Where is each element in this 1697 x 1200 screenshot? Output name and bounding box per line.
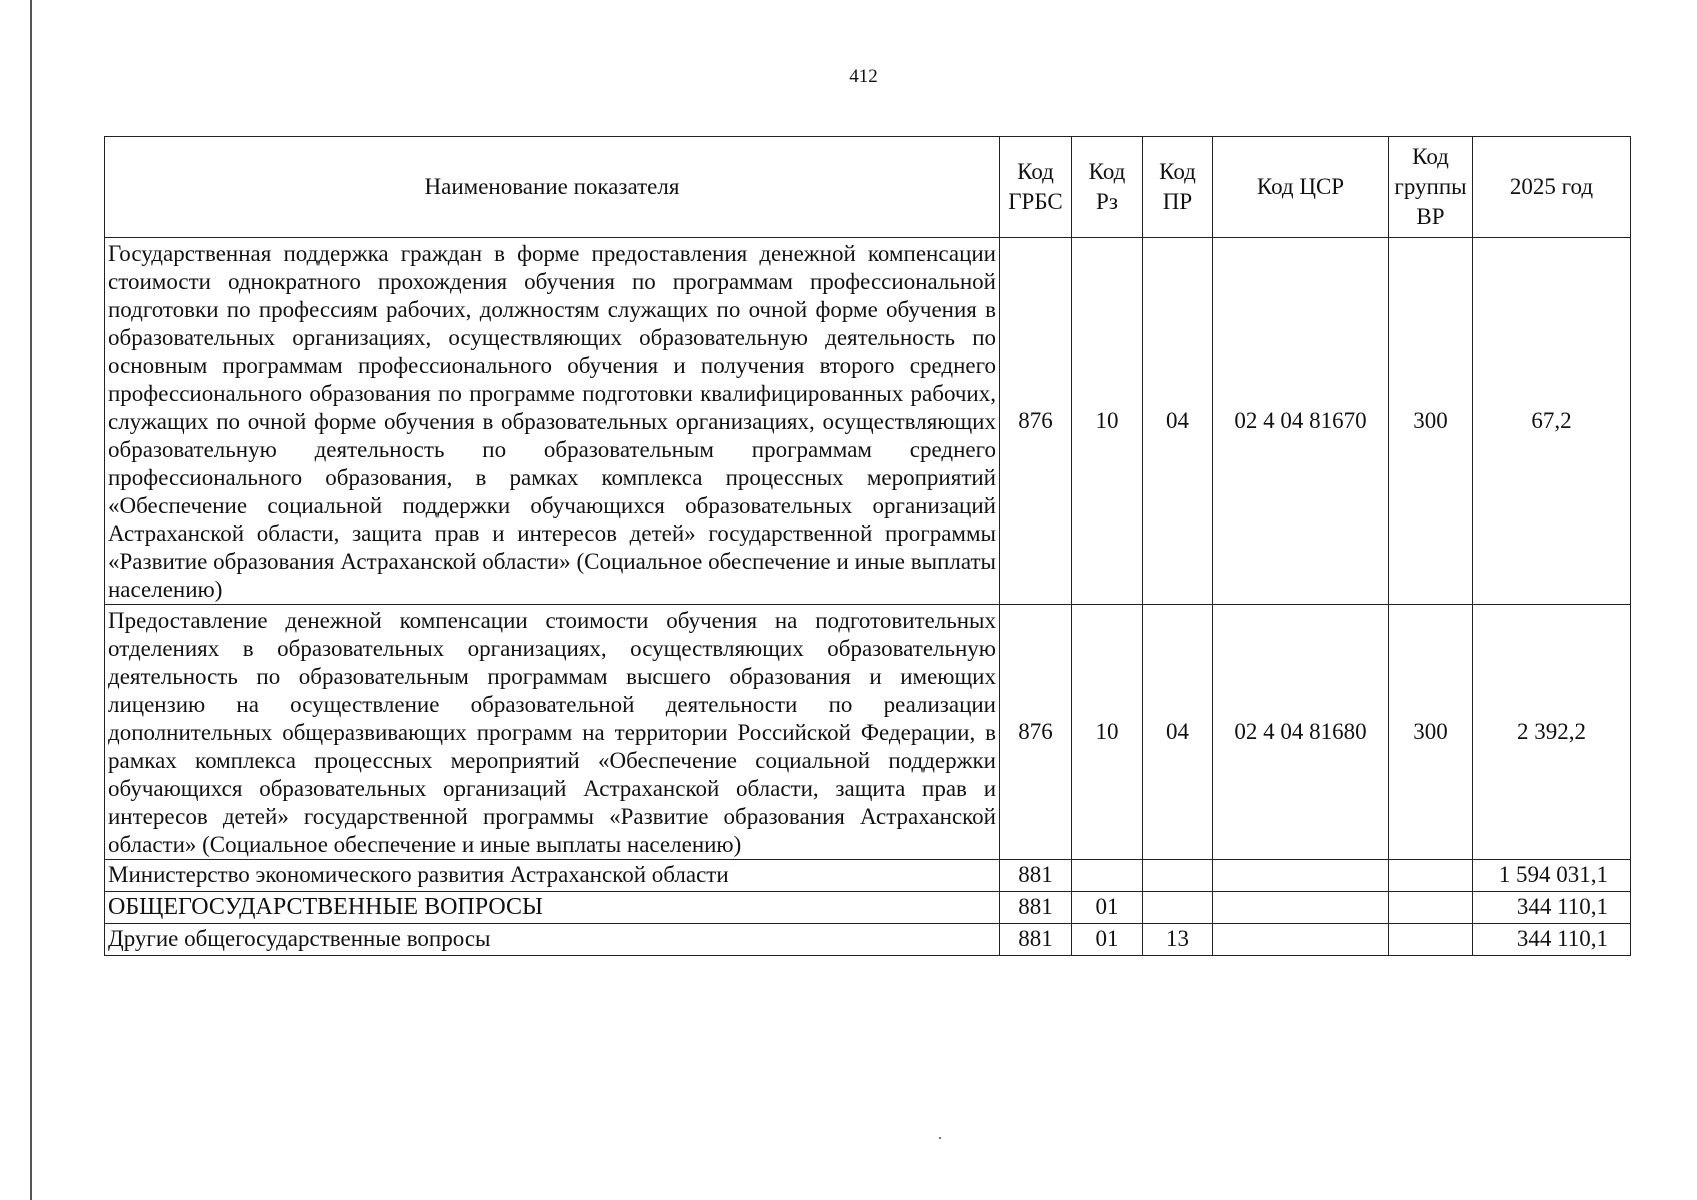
row-code-csr — [1213, 924, 1389, 956]
row-indicator-name-text: ОБЩЕГОСУДАРСТВЕННЫЕ ВОПРОСЫ — [108, 894, 543, 920]
row-code-rz: 01 — [1072, 924, 1143, 956]
row-code-rz: 01 — [1072, 892, 1143, 924]
row-code-grbs: 876 — [1000, 605, 1072, 860]
row-code-grbs: 881 — [1000, 892, 1072, 924]
row-amount-2025: 2 392,2 — [1473, 605, 1631, 860]
row-amount-2025: 344 110,1 — [1473, 924, 1631, 956]
scan-speck — [939, 1137, 941, 1139]
row-amount-2025: 67,2 — [1473, 238, 1631, 605]
row-code-vr — [1389, 892, 1473, 924]
row-code-rz: 10 — [1072, 605, 1143, 860]
row-code-csr: 02 4 04 81680 — [1213, 605, 1389, 860]
table-header-row — [105, 137, 1631, 238]
row-code-pr: 13 — [1143, 924, 1213, 956]
binding-margin-line — [30, 0, 32, 1200]
row-indicator-name: Министерство экономического развития Астраханской области — [105, 860, 1000, 892]
row-indicator-name: Другие общегосударственные вопросы — [105, 924, 1000, 956]
table-row — [105, 605, 1631, 860]
table-row — [105, 892, 1631, 924]
row-code-pr — [1143, 892, 1213, 924]
row-code-vr: 300 — [1389, 238, 1473, 605]
row-code-pr: 04 — [1143, 605, 1213, 860]
row-indicator-name: Государственная поддержка граждан в форме предоставления денежной компенсации стоимости однократного прохождения обучения по программам профессиональной подготовки по профессиям рабочих, должностям служащих по очной форме обучения в образовательных организациях, осуществляющих образовательную деятельность по основным программам профессионального обучения и получения второго среднего профессионального образования по программе подготовки квалифицированных рабочих, служащих по очной форме обучения в образовательных организациях, осуществляющих образовательную деятельность по образовательным программам среднего профессионального образования, в рамках комплекса процессных мероприятий «Обеспечение социальной поддержки обучающихся образовательных организаций Астраханской области, защита прав и интересов детей» государственной программы «Развитие образования Астраханской области» (Социальное обеспечение и иные выплаты населению) — [105, 238, 1000, 605]
row-code-vr: 300 — [1389, 605, 1473, 860]
header-code-grbs: Код ГРБС — [1000, 137, 1072, 238]
budget-allocation-table — [104, 136, 1631, 956]
header-year-2025: 2025 год — [1473, 137, 1631, 238]
row-code-csr: 02 4 04 81670 — [1213, 238, 1389, 605]
table-row — [105, 924, 1631, 956]
row-code-rz: 10 — [1072, 238, 1143, 605]
row-code-vr — [1389, 860, 1473, 892]
row-code-csr — [1213, 892, 1389, 924]
header-indicator-name: Наименование показателя — [105, 137, 1000, 238]
header-code-vr: Код группы ВР — [1389, 137, 1473, 238]
row-code-grbs: 881 — [1000, 860, 1072, 892]
header-code-csr: Код ЦСР — [1213, 137, 1389, 238]
row-amount-2025: 1 594 031,1 — [1473, 860, 1631, 892]
row-code-grbs: 876 — [1000, 238, 1072, 605]
row-code-rz — [1072, 860, 1143, 892]
row-code-pr: 04 — [1143, 238, 1213, 605]
row-code-pr — [1143, 860, 1213, 892]
row-indicator-name: Предоставление денежной компенсации стоимости обучения на подготовительных отделениях в образовательных организациях, осуществляющих образовательную деятельность по образовательным программам высшего образования и имеющих лицензию на осуществление образовательной деятельности по реализации дополнительных общеразвивающих программ на территории Российской Федерации, в рамках комплекса процессных мероприятий «Обеспечение социальной поддержки обучающихся образовательных организаций Астраханской области, защита прав и интересов детей» государственной программы «Развитие образования Астраханской области» (Социальное обеспечение и иные выплаты населению) — [105, 605, 1000, 860]
header-code-rz: Код Рз — [1072, 137, 1143, 238]
row-code-csr — [1213, 860, 1389, 892]
row-code-vr — [1389, 924, 1473, 956]
row-amount-2025: 344 110,1 — [1473, 892, 1631, 924]
row-indicator-name — [105, 892, 1000, 924]
table-row — [105, 238, 1631, 605]
table-row — [105, 860, 1631, 892]
header-code-pr: Код ПР — [1143, 137, 1213, 238]
row-code-grbs: 881 — [1000, 924, 1072, 956]
page-number: 412 — [849, 66, 878, 87]
